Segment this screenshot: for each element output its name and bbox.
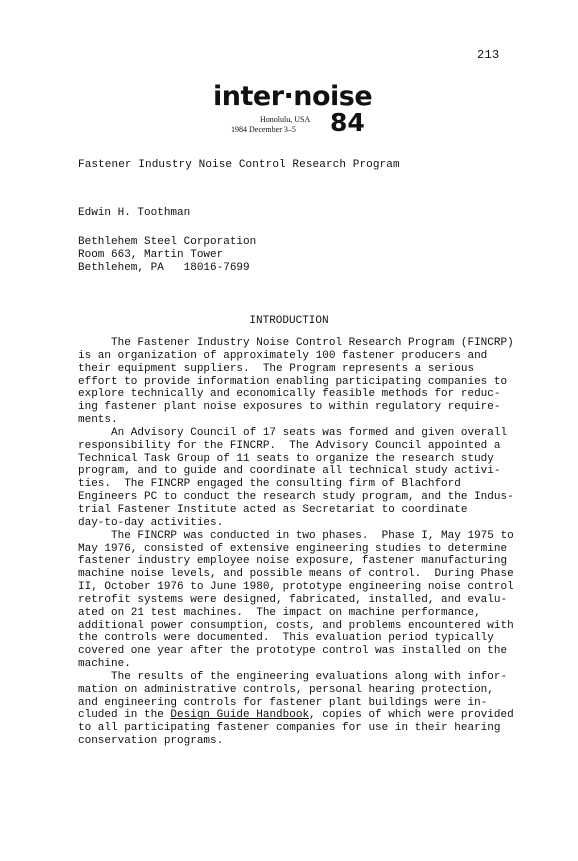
body-line: Technical Task Group of 11 seats to organize the research study [78, 452, 494, 465]
author-affiliation [78, 236, 256, 275]
affiliation-line: Bethlehem Steel Corporation [78, 236, 257, 248]
body-line: conservation programs. [78, 735, 224, 748]
body-line: May 1976, consisted of extensive engineering studies to determine [78, 542, 508, 555]
body-line: additional power consumption, costs, and problems encountered with [78, 619, 514, 632]
body-line-part: cluded in the [78, 709, 171, 722]
body-text [78, 337, 514, 748]
body-line: machine. [78, 658, 131, 671]
logo-place: Honolulu, USA [260, 115, 311, 124]
body-line [78, 709, 514, 722]
logo-date: 1984 December 3–5 [231, 125, 296, 134]
affiliation-line: Room 663, Martin Tower [78, 249, 224, 261]
body-line: explore technically and economically feasible methods for reduc- [78, 388, 501, 401]
body-line: day-to-day activities. [78, 516, 224, 529]
body-line: covered one year after the prototype control was installed on the [78, 645, 508, 658]
logo-wordmark: inter·noise [213, 81, 373, 112]
body-line: retrofit systems were designed, fabricated, installed, and evalu- [78, 593, 508, 606]
body-line: their equipment suppliers. The Program represents a serious [78, 362, 475, 375]
body-line: ments. [78, 414, 118, 427]
body-line: ing fastener plant noise exposures to within regulatory require- [78, 401, 501, 414]
body-line: to all participating fastener companies for use in their hearing [78, 722, 501, 735]
section-heading: INTRODUCTION [249, 315, 329, 327]
body-line: fastener industry employee noise exposure, fastener manufacturing [78, 555, 508, 568]
body-line-part: , copies of which were provided [309, 709, 514, 722]
logo-year: 84 [330, 108, 365, 137]
body-line: The results of the engineering evaluations along with infor- [78, 670, 508, 683]
body-line: the controls were documented. This evaluation period typically [78, 632, 494, 645]
body-line: machine noise levels, and possible means of control. During Phase [78, 568, 514, 581]
conference-logo [213, 81, 373, 142]
handbook-title: Design Guide Handbook [170, 709, 310, 722]
body-line: An Advisory Council of 17 seats was formed and given overall [78, 426, 508, 439]
body-line: Engineers PC to conduct the research study program, and the Indus- [78, 491, 514, 504]
body-line: The FINCRP was conducted in two phases. Phase I, May 1975 to [78, 529, 514, 542]
body-line: and engineering controls for fastener plant buildings were in- [78, 696, 488, 709]
author-name: Edwin H. Toothman [78, 207, 191, 219]
body-line: trial Fastener Institute acted as Secretariat to coordinate [78, 503, 468, 516]
body-line: ties. The FINCRP engaged the consulting firm of Blachford [78, 478, 461, 491]
body-line: ated on 21 test machines. The impact on machine performance, [78, 606, 481, 619]
body-line: mation on administrative controls, personal hearing protection, [78, 683, 494, 696]
body-line: II, October 1976 to June 1980, prototype engineering noise control [78, 581, 514, 594]
affiliation-line: Bethlehem, PA 18016-7699 [78, 262, 250, 274]
paper-title: Fastener Industry Noise Control Research Program [78, 159, 400, 171]
body-line: effort to provide information enabling participating companies to [78, 375, 508, 388]
page-number: 213 [477, 48, 500, 62]
body-line: The Fastener Industry Noise Control Research Program (FINCRP) [78, 337, 514, 349]
body-line: responsibility for the FINCRP. The Advisory Council appointed a [78, 439, 501, 452]
body-line: program, and to guide and coordinate all technical study activi- [78, 465, 501, 478]
body-line: is an organization of approximately 100 fastener producers and [78, 349, 488, 362]
